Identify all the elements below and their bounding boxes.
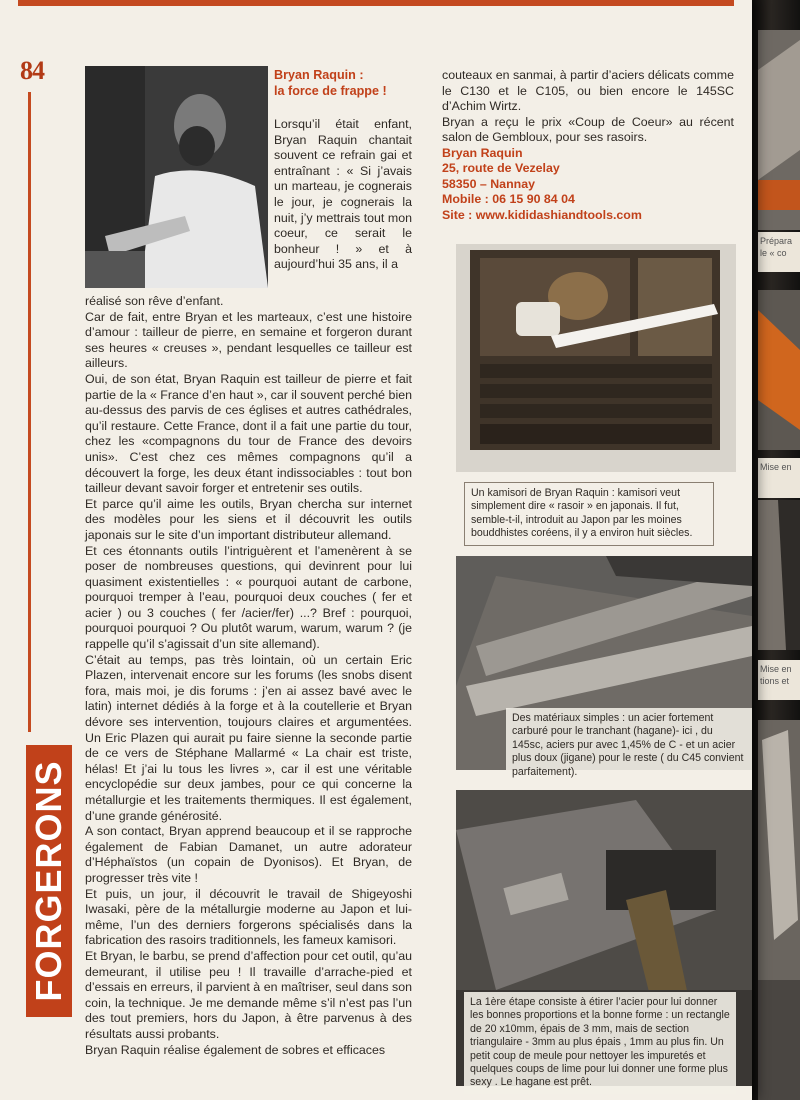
article-title-line1: Bryan Raquin : [274, 68, 364, 82]
contact-name: Bryan Raquin [442, 145, 523, 160]
contact-website: Site : www.kididashiandtools.com [442, 207, 642, 222]
intro-column [274, 117, 412, 273]
contact-mobile: Mobile : 06 15 90 84 04 [442, 192, 575, 207]
paragraph-5: C’était au temps, pas très lointain, où un certain Eric Plazen, intervenait encore sur les forums (les snobs disent fora, mais moi, je dis forums : j’en ai assez bavé avec le latin) internet dédiés à la forge et à la coutellerie et Bryan dévore ses intervention, toujours claires et argumentées. Un Eric Plazen qui aurait pu faire sienne la seconde partie de ce vers de Stéphane Mallarmé « La chair est triste, hélas! Et j’ai lu tous les livres », car il est une véritable encyclopédie sur deux jambes, pour ce qui concerne la métallurgie et les traitements thermiques. Il est également, d’une grande générosité. [85, 652, 412, 823]
paragraph-8: Et Bryan, le barbu, se prend d’affection pour cet outil, qu’au demeurant, il utilise peu ! Il travaille d’arrache-pied et d’essais en erreurs, il parvient à en maîtriser, seul dans son coin, la technique. Je me demande même s’il n’est pas l’un des tout premiers, hors du Japon, à être parvenus à des résultats aussi probants. [85, 948, 412, 1041]
main-column [85, 294, 412, 1058]
kamisori-box-photo [456, 244, 736, 472]
portrait-photo [85, 66, 268, 288]
paragraph-7: Et puis, un jour, il découvrit le travail de Shigeyoshi Iwasaki, père de la métallurgie moderne au Japon et lui-même, l’un des derniers forgerons spécialisés dans la fabrication des rasoirs traditionnels, les fameux kamisori. [85, 886, 412, 948]
continuation-column [442, 68, 734, 223]
paragraph-4: Et ces étonnants outils l’intriguèrent et l’amenèrent à se poser de nombreuses questions, qui devinrent pour lui quasiment existentielles : « pourquoi autant de carbone, pourquoi tremper à l’eau, pourquoi deux couches ( fer et acier ) ou 3 couches ( fer /acier/fer) ...? Bref : pourquoi, pourquoi pourquoi ? Ou plutôt warum, warum, warum ? (je rappelle qu’il s’agissait d’un site allemand). [85, 543, 412, 652]
top-rule [18, 0, 734, 6]
next-page-caption-3: Mise en tions et [758, 660, 800, 700]
section-tag [26, 745, 72, 1017]
paragraph-2: Oui, de son état, Bryan Raquin est tailleur de pierre et fait partie de la « France d’en haut », car il souvent perché bien au-dessus des parvis de ces églises et autres cathédrales, qu’il restaure. Cette France, dont il a fait une partie du tour, chez les «compagnons du tour de France des devoirs unis». C’est chez ces mêmes compagnons qu’il a découvert la forge, les deux étant indissociables : tout bon tailleur devant savoir forger et entretenir ses outils. [85, 371, 412, 496]
next-page-edge [758, 0, 800, 1100]
continuation-paragraph-2: Bryan a reçu le prix «Coup de Coeur» au récent salon de Gembloux, pour ses rasoirs. [442, 114, 734, 145]
paragraph-3: Et parce qu’il aime les outils, Bryan chercha sur internet des modèles pour les siens et il découvrit les outils japonais sur le site d’un important distributeur allemand. [85, 496, 412, 542]
paragraph-1: Car de fait, entre Bryan et les marteaux, c’est une histoire d’amour : tailleur de pierre, en semaine et forgeron durant ses heures « creuses », pendant lesquelles ce tailleur est ailleurs. [85, 309, 412, 371]
next-page-caption-1: Prépara le « co [758, 232, 800, 272]
contact-street: 25, route de Vezelay [442, 161, 560, 176]
paragraph-9: Bryan Raquin réalise également de sobres et efficaces [85, 1042, 386, 1057]
paragraph-6: A son contact, Bryan apprend beaucoup et il se rapproche également de Fabian Damanet, un autre adorateur d’Héphaïstos (un copain de Dyonisos). Et Bryan, de progresser très vite ! [85, 824, 412, 885]
margin-rule [28, 92, 31, 732]
next-page-photo-1 [758, 30, 800, 230]
forging-caption: La 1ère étape consiste à étirer l’acier pour lui donner les bonnes proportions et la bonne forme : un rectangle de 20 x10mm, épais de 3 mm, mais de section triangulaire - 3mm au plus épais , 1mm au plus fin. Un petit coup de meule pour nettoyer les impuretés et quelques coups de lime pour lui donner une forme plus sexy . Le hagane est prêt. [464, 992, 736, 1094]
next-page-photo-2 [758, 290, 800, 450]
materials-caption: Des matériaux simples : un acier fortement carburé pour le tranchant (hagane)- ici , du 145sc, aciers pur avec 1,45% de C - et un acier plus doux (jigane) pour le reste ( du C45 convient parfaitement). [506, 708, 752, 783]
next-page-photo-4 [758, 720, 800, 1100]
page-number: 84 [20, 56, 44, 85]
intro-paragraph-end: réalisé son rêve d’enfant. [85, 294, 224, 308]
next-page-photo-3 [758, 500, 800, 650]
title-block [274, 68, 412, 99]
continuation-paragraph-1: couteaux en sanmai, à partir d’aciers délicats comme le C130 et le C105, ou bien encore le 145SC d’Achim Wirtz. [442, 68, 735, 114]
article-title-line2: la force de frappe ! [274, 83, 387, 98]
section-tag-label: FORGERONS [28, 760, 69, 1002]
kamisori-caption: Un kamisori de Bryan Raquin : kamisori veut simplement dire « rasoir » en japonais. Il fut, semble-t-il, introduit au Japon par les moines bouddhistes coréens, il y a environ huit siècles. [464, 482, 714, 546]
next-page-caption-2: Mise en [758, 458, 800, 498]
contact-city: 58350 – Nannay [442, 176, 535, 191]
intro-paragraph: Lorsqu’il était enfant, Bryan Raquin chantait souvent ce refrain gai et entraînant : « Si j’avais un marteau, je cognerais le jour, je cognerais la nuit, j’y mettrais tout mon coeur, ce serait le bonheur ! » et à aujourd’hui 35 ans, il a [274, 117, 412, 272]
